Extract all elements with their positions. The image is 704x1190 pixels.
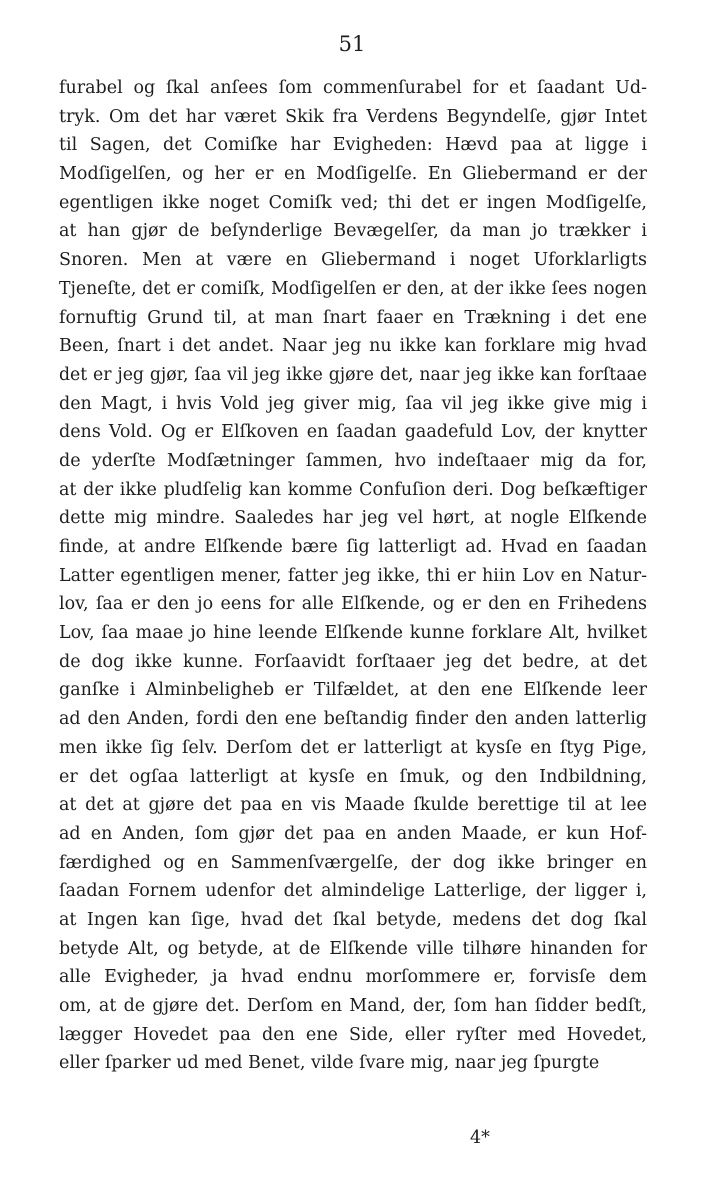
text-line: at han gjør de beſynderlige Bevægelſer, da man jo trækker i bbox=[59, 221, 647, 242]
text-line: tryk. Om det har været Skik fra Verdens Begyndelſe, gjør Intet bbox=[59, 106, 647, 127]
text-line: dens Vold. Og er Elſkoven en ſaadan gaadefuld Lov, der knytter bbox=[59, 422, 647, 443]
text-line: de dog ikke kunne. Forſaavidt forſtaaer jeg det bedre, at det bbox=[59, 651, 647, 672]
text-line: om, at de gjøre det. Derſom en Mand, der, ſom han ſidder bedſt, bbox=[59, 996, 647, 1016]
text-line: ſaadan Fornem udenfor det almindelige Latterlige, der ligger i, bbox=[59, 881, 647, 902]
text-line: ganſke i Alminbeligheb er Tilfældet, at den ene Elſkende leer bbox=[59, 680, 647, 701]
text-line: Modſigelſen, og her er en Modſigelſe. En Gliebermand er der bbox=[59, 164, 647, 185]
text-line: finde, at andre Elſkende bære ſig latterligt ad. Hvad en ſaadan bbox=[59, 537, 647, 557]
text-line: den Magt, i hvis Vold jeg giver mig, ſaa vil jeg ikke give mig i bbox=[59, 393, 647, 414]
text-line: at det at gjøre det paa en vis Maade ſkulde berettige til at lee bbox=[59, 795, 647, 816]
text-line: fornuftig Grund til, at man ſnart faaer en Trækning i det ene bbox=[59, 307, 647, 328]
text-line: lægger Hovedet paa den ene Side, eller ryſter med Hovedet, bbox=[59, 1024, 647, 1045]
text-line: ad en Anden, ſom gjør det paa en anden Maade, er kun Hof- bbox=[59, 823, 647, 844]
text-line: de yderſte Modſætninger ſammen, hvo indeſtaaer mig da for, bbox=[59, 450, 647, 471]
text-line: alle Evigheder, ja hvad endnu morſommere er, forvisſe dem bbox=[59, 967, 647, 988]
text-line: ad den Anden, fordi den ene beſtandig finder den anden latterlig bbox=[59, 709, 647, 730]
text-line: at der ikke pludſelig kan komme Confuſion deri. Dog beſkæftiger bbox=[59, 479, 647, 500]
text-line: færdighed og en Sammenſværgelſe, der dog ikke bringer en bbox=[59, 852, 647, 873]
text-line: Latter egentligen mener, fatter jeg ikke, thi er hiin Lov en Natur- bbox=[59, 565, 647, 586]
text-line: Been, ſnart i det andet. Naar jeg nu ikke kan forklare mig hvad bbox=[59, 336, 647, 357]
text-line: Lov, ſaa maae jo hine leende Elſkende kunne forklare Alt, hvilket bbox=[59, 623, 647, 644]
text-line: lov, ſaa er den jo eens for alle Elſkende, og er den en Frihedens bbox=[59, 594, 647, 615]
text-line: dette mig mindre. Saaledes har jeg vel hørt, at nogle Elſkende bbox=[59, 508, 647, 529]
text-line: til Sagen, det Comiſke har Evigheden: Hævd paa at ligge i bbox=[59, 135, 647, 156]
page-number: 51 bbox=[338, 32, 366, 56]
text-line: eller ſparker ud med Benet, vilde ſvare mig, naar jeg ſpurgte bbox=[59, 1053, 600, 1074]
text-line: men ikke ſig ſelv. Derſom det er latterligt at kysſe en ſtyg Pige, bbox=[59, 737, 647, 758]
text-line: egentligen ikke noget Comiſk ved; thi det er ingen Modſigelſe, bbox=[59, 192, 647, 213]
signature-mark: 4* bbox=[470, 1128, 490, 1148]
text-line: Snoren. Men at være en Gliebermand i noget Uforklarligts bbox=[59, 250, 647, 271]
text-line: furabel og ſkal anſees ſom commenſurabel for et ſaadant Ud- bbox=[59, 78, 647, 98]
text-line: at Ingen kan ſige, hvad det ſkal betyde, medens det dog ſkal bbox=[59, 909, 647, 930]
text-line: betyde Alt, og betyde, at de Elſkende ville tilhøre hinanden for bbox=[59, 938, 647, 959]
text-line: det er jeg gjør, ſaa vil jeg ikke gjøre det, naar jeg ikke kan forſtaae bbox=[59, 364, 647, 385]
body-text bbox=[59, 74, 647, 1078]
text-line: Tjeneſte, det er comiſk, Modſigelſen er den, at der ikke ſees nogen bbox=[59, 278, 647, 299]
text-line: er det ogſaa latterligt at kysſe en ſmuk, og den Indbildning, bbox=[59, 766, 647, 787]
